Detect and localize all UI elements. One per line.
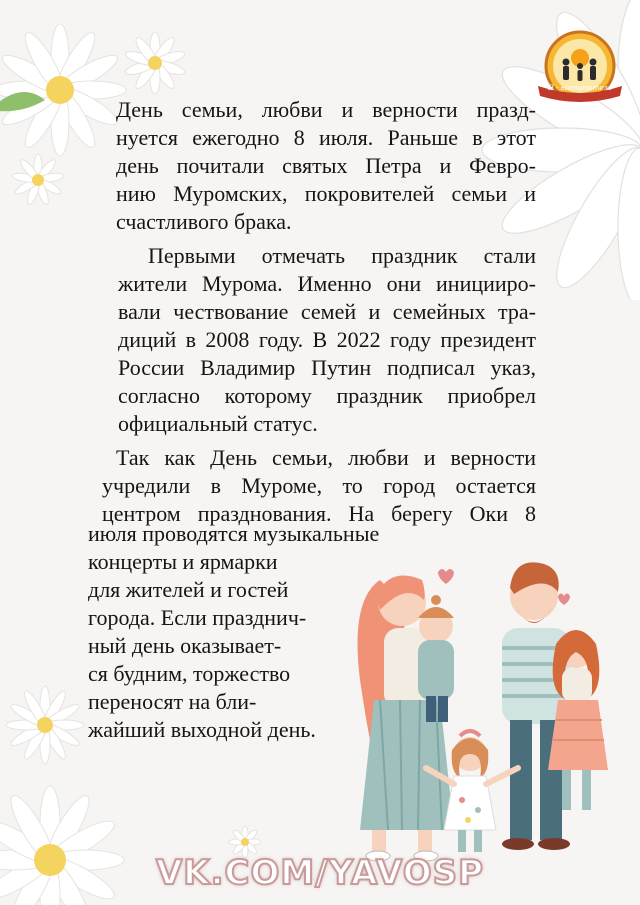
text-line: для жителей и гостей [88, 577, 289, 602]
text-line: центром празднования. На берегу Оки 8 [102, 501, 536, 526]
logo [530, 28, 630, 104]
text-line: Первыми отмечать праздник стали [148, 243, 536, 268]
text-line: День семьи, любви и верности празд- [116, 97, 536, 122]
daisy-left-middle-icon [0, 680, 100, 770]
family-illustration-icon [330, 540, 640, 870]
paragraph-2 [88, 242, 536, 438]
logo-emblem-icon [530, 28, 630, 104]
text-line: официальный статус. [118, 411, 318, 436]
text-line: Так как День семьи, любви и верности [116, 445, 536, 470]
paragraph-3 [88, 444, 536, 528]
text-line: июля проводятся музыкальные [88, 521, 380, 546]
text-line: города. Если празднич- [88, 605, 307, 630]
text-line: ный день оказывает- [88, 633, 282, 658]
daisy-small-top-icon [120, 28, 190, 98]
main-text [88, 96, 536, 528]
text-line: жайший выходной день. [88, 717, 316, 742]
daisy-left-small-icon [8, 150, 68, 210]
text-line: концерты и ярмарки [88, 549, 278, 574]
text-line: жители Мурома. Именно они иницииро- [118, 271, 536, 296]
text-line: вали чествование семей и семейных тра- [118, 299, 536, 324]
vk-url[interactable]: VK.COM/YAVOSP [155, 853, 485, 893]
text-line: согласно которому праздник приобрел [118, 383, 536, 408]
text-line: России Владимир Путин подписал указ, [118, 355, 536, 380]
text-line: нию Муромских, покровителей семьи и [116, 181, 536, 206]
text-line: день почитали святых Петра и Февро- [116, 153, 536, 178]
text-line: учредили в Муроме, то город остается [102, 473, 536, 498]
text-line: ся будним, торжество [88, 661, 291, 686]
text-line: счастливого брака. [116, 209, 292, 234]
text-line: переносят на бли- [88, 689, 257, 714]
paragraph-1 [88, 96, 536, 236]
text-line: диций в 2008 году. В 2022 году президент [118, 327, 536, 352]
text-line: нуется ежегодно 8 июля. Раньше в этот [116, 125, 536, 150]
logo-caption: Я - воспитатель [548, 84, 612, 92]
